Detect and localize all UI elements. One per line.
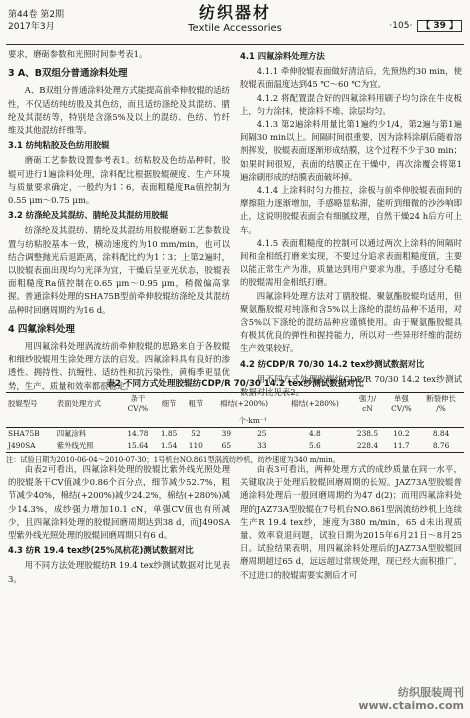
table-cell: 11.7	[385, 440, 418, 453]
col-header: 胶辊型号	[6, 393, 55, 416]
page-number	[389, 18, 462, 31]
paragraph: 纺涤纶及其混纺、腈纶及其混纺用胶辊磨砺工艺参数设置与纺粘胶基本一致，横动速度约为10 mm/min，也可以结合调整抛光后退距离，涂料配比约为1∶3；上第2遍时，以胶辊表面出现均匀光泽为宜，干燥后呈亚光状态，胶辊表面粗糙度Ra值控制在0.65 μm～0.95 μm，稍微偏高掌握。普通涂料处理的SHA75B型前牵伸胶辊纺涤纶及其混纺品种时回磨周期约为16 d。	[8, 225, 230, 315]
subsection-heading-3-2: 3.2 纺涤纶及其混纺、腈纶及其混纺用胶辊	[8, 210, 169, 221]
journal-masthead	[170, 3, 300, 35]
col-header: 细节	[155, 393, 183, 416]
table-cell: 紫外线光照	[55, 440, 121, 453]
table-cell: 8.84	[432, 429, 450, 438]
table-cell: J490SA	[6, 440, 55, 453]
unit-header: 个·km⁻¹	[155, 415, 350, 428]
section-heading-3: 3 A、B双组分普通涂料处理	[8, 68, 128, 80]
paragraph: 用不同方法处理胶辊纺R 19.4 tex纱测试数据对比见表3。	[8, 560, 230, 584]
col-header: 断裂伸长 /%	[418, 393, 464, 416]
col-header: 条干 CV/%	[121, 393, 155, 416]
table-cell: 25	[257, 429, 267, 438]
date-label: 2017年3月	[8, 22, 55, 32]
table-cell: 四氟涂料	[56, 429, 87, 438]
table-cell: 65	[209, 440, 244, 453]
section-heading-4: 4 四氟涂料处理	[8, 323, 75, 335]
paragraph: 用四氟涂料处理涡流纺前牵伸胶辊的思路来自于各胶辊和细纱胶辊用生涂处理方法的启发。四氟涂料具有良好的渗透性、拥持性、抗缠性、适纺性和抗污染性，黄梅季更显优势，生产、质量和效率都很稳定。	[8, 341, 230, 391]
col-header: 棉结(+280%)	[279, 393, 350, 416]
paragraph: A、B双组分普通涂料处理方式能提高前牵伸胶辊的适纺性，不仅适纺纯纺股及其色纺，而且适纺涤纶及其混纺、腈纶及其混纺等，特别是含涤5%及以上的混纺、色纺、竹纤维及其他混纺纤维等。	[8, 85, 230, 136]
watermark-title: 纺织服装周刊	[398, 686, 464, 699]
paragraph: 要求，磨砺参数和光照时间参考表1。	[8, 49, 148, 59]
table-cell: 10.2	[393, 429, 410, 438]
paragraph: 用不同方式处理胶辊纺CDP/R 70/30 14.2 tex纱测试数据对比见表2。	[240, 373, 462, 398]
bottom-left-column	[8, 463, 230, 586]
paragraph: 四氟涂料处理方法对丁腈胶辊、聚氨酯胶辊均适用，但聚氨酯胶辊对纯涤和含5%以上涤纶的混纺品种不适用，对含5%以下涤纶的混纺品种应谨慎使用。由于聚氨酯胶辊具有极其优良的弹性和握持能力，所以对一些异形纤维的混纺生产效果较好。	[240, 290, 462, 354]
paragraph: 4.1.3 第2遍涂料用量比第1遍约少1/4，第2遍与第1遍间隔30 min以上。间隔时间很重要，因为涂料涂刷后随着溶剂挥发，胶辊表面逐渐形成结膜，这个过程不少于30 min；如果时间很短，表面的结膜正在干燥中，再次涂覆会将第1遍涂刷形成的结膜表面破坏掉。	[240, 119, 462, 182]
table-cell: 15.64	[121, 440, 155, 453]
table-note: 注：试验日期为2010-06-04～2010-07-30；1号机台NO.861型涡流纺纱机，纺纱速度为340 m/min。	[6, 455, 340, 464]
page-number-box: 【 39 】	[417, 20, 462, 32]
issue-info	[8, 9, 64, 33]
table-row	[6, 428, 464, 441]
subsection-heading-4-3: 4.3 纺R 19.4 tex纱(25%凤杭花)测试数据对比	[8, 545, 194, 556]
col-header: 粗节	[183, 393, 209, 416]
left-column	[8, 48, 230, 393]
table-cell: 8.76	[418, 440, 464, 453]
table-cell: SHA75B	[8, 429, 40, 438]
col-header: 棉结(+200%)	[209, 393, 280, 416]
paragraph: 4.1.1 牵伸胶辊表面做好清洁后，先预热约30 min，使胶辊表面温度达到45 ℃～60 ℃为宜。	[240, 66, 462, 90]
table-caption: 表2 不同方式处理胶辊纺CDP/R 70/30 14.2 tex纱测试数据对比	[106, 379, 364, 389]
journal-subtitle: Textile Accessories	[188, 23, 282, 34]
col-header: 单强 CV/%	[385, 393, 418, 416]
page-number-value: 39	[433, 21, 446, 31]
paragraph: 磨砺工艺参数设置参考表1。纺粘胶及色纺品种时，胶辊可进行1遍涂料处理，涂料配比根据胶辊硬度、生产环境与质量要求确定，一般约为1∶6，表面粗糙度Ra值控制为0.55 μm～0.75 μm。	[8, 155, 230, 206]
table-cell: 39	[221, 429, 232, 438]
data-table	[6, 392, 464, 453]
table-cell: 1.54	[155, 440, 183, 453]
table-cell: 110	[183, 440, 209, 453]
volume-label: 第44卷 第2期	[8, 10, 65, 20]
table-row	[6, 440, 464, 453]
paragraph: 由表3可看出，两种处理方式的成纱质量在同一水平，关键取决于处理后胶辊回磨周期的长短。JAZ73A型胶辊普通涂料处理后一般回磨周期约为47 d(2)；而用四氟涂料处理的JAZ73A型胶辊在7号机台NO.861型涡流纺纱机上连续生产R 19.4 tex纱，速度为380 m/min，65 d未出现质量、效率衰退问题，试验日期为2015年6月21日～8月25日。试验结果表明，用四氟涂料处理后的JAZ73A型胶辊回磨周期超过65 d，远远超过常规处理，现已经大面积推广，不过进口的胶辊需要实测后才可	[240, 464, 462, 580]
table-cell: 5.6	[279, 440, 350, 453]
watermark-url: www.ctaimo.com	[358, 699, 464, 712]
page-prefix: ·105·	[389, 21, 413, 31]
table-cell: 4.8	[309, 429, 321, 438]
col-header: 表面处理方式	[55, 393, 121, 416]
subsection-heading-4-1: 4.1 四氟涂料处理方法	[240, 51, 325, 61]
paragraph: 4.1.2 将配置混合好的四氟涂料用刷子均匀涂在牛皮板上，匀力涂抹，使涂料不堆、涂层均匀。	[240, 92, 462, 116]
header-rule	[6, 44, 464, 45]
table-cell: 238.5	[356, 429, 379, 438]
col-header: 强力/ cN	[350, 393, 384, 416]
paragraph: 4.1.5 表面粗糙度的控制可以通过两次上涂料的间隔时间和金相纸打磨来实现，不要过分追求表面粗糙度值，主要以能正常生产为准，质量达到用户要求为准，手感过分毛糙的胶辊需用金相纸打磨。	[240, 237, 462, 288]
subsection-heading-3-1: 3.1 纺纯粘胶及色纺用胶辊	[8, 140, 110, 151]
table-cell: 33	[244, 440, 279, 453]
table-cell: 52	[191, 429, 201, 438]
journal-logo: 纺织器材	[198, 3, 271, 22]
paragraph: 4.1.4 上涂料时匀力推拉，涂板与前牵伸胶辊表面间的摩擦阻力逐渐增加，手感略显粘滞，能听到细微的沙沙响即止，这说明胶辊表面会有细腻纹理，自然干燥24 h后方可上车。	[240, 185, 462, 235]
site-watermark	[358, 686, 464, 712]
bottom-right-column	[240, 463, 462, 582]
paragraph: 由表2可看出，四氟涂料处理的胶辊比紫外线光照处理的胶辊条干CV值减少0.86个百分点，细节减少52.7%，粗节减少40%，棉结(+200%)减少24.2%，棉结(+280%)减少14.3%，成纱强力增加10.1 cN，单强CV值也有所减少，且四氟涂料处理的胶辊回磨周期达到38 d，而J490SA型紫外线光照处理的胶辊回磨周期只有6 d。	[8, 464, 230, 541]
table-cell: 14.78	[127, 429, 149, 438]
right-column	[240, 48, 462, 399]
subsection-heading-4-2: 4.2 纺CDP/R 70/30 14.2 tex纱测试数据对比	[240, 358, 425, 369]
table-cell: 228.4	[350, 440, 384, 453]
page-header	[0, 0, 470, 44]
table-2	[6, 377, 464, 465]
table-cell: 1.85	[160, 429, 178, 438]
